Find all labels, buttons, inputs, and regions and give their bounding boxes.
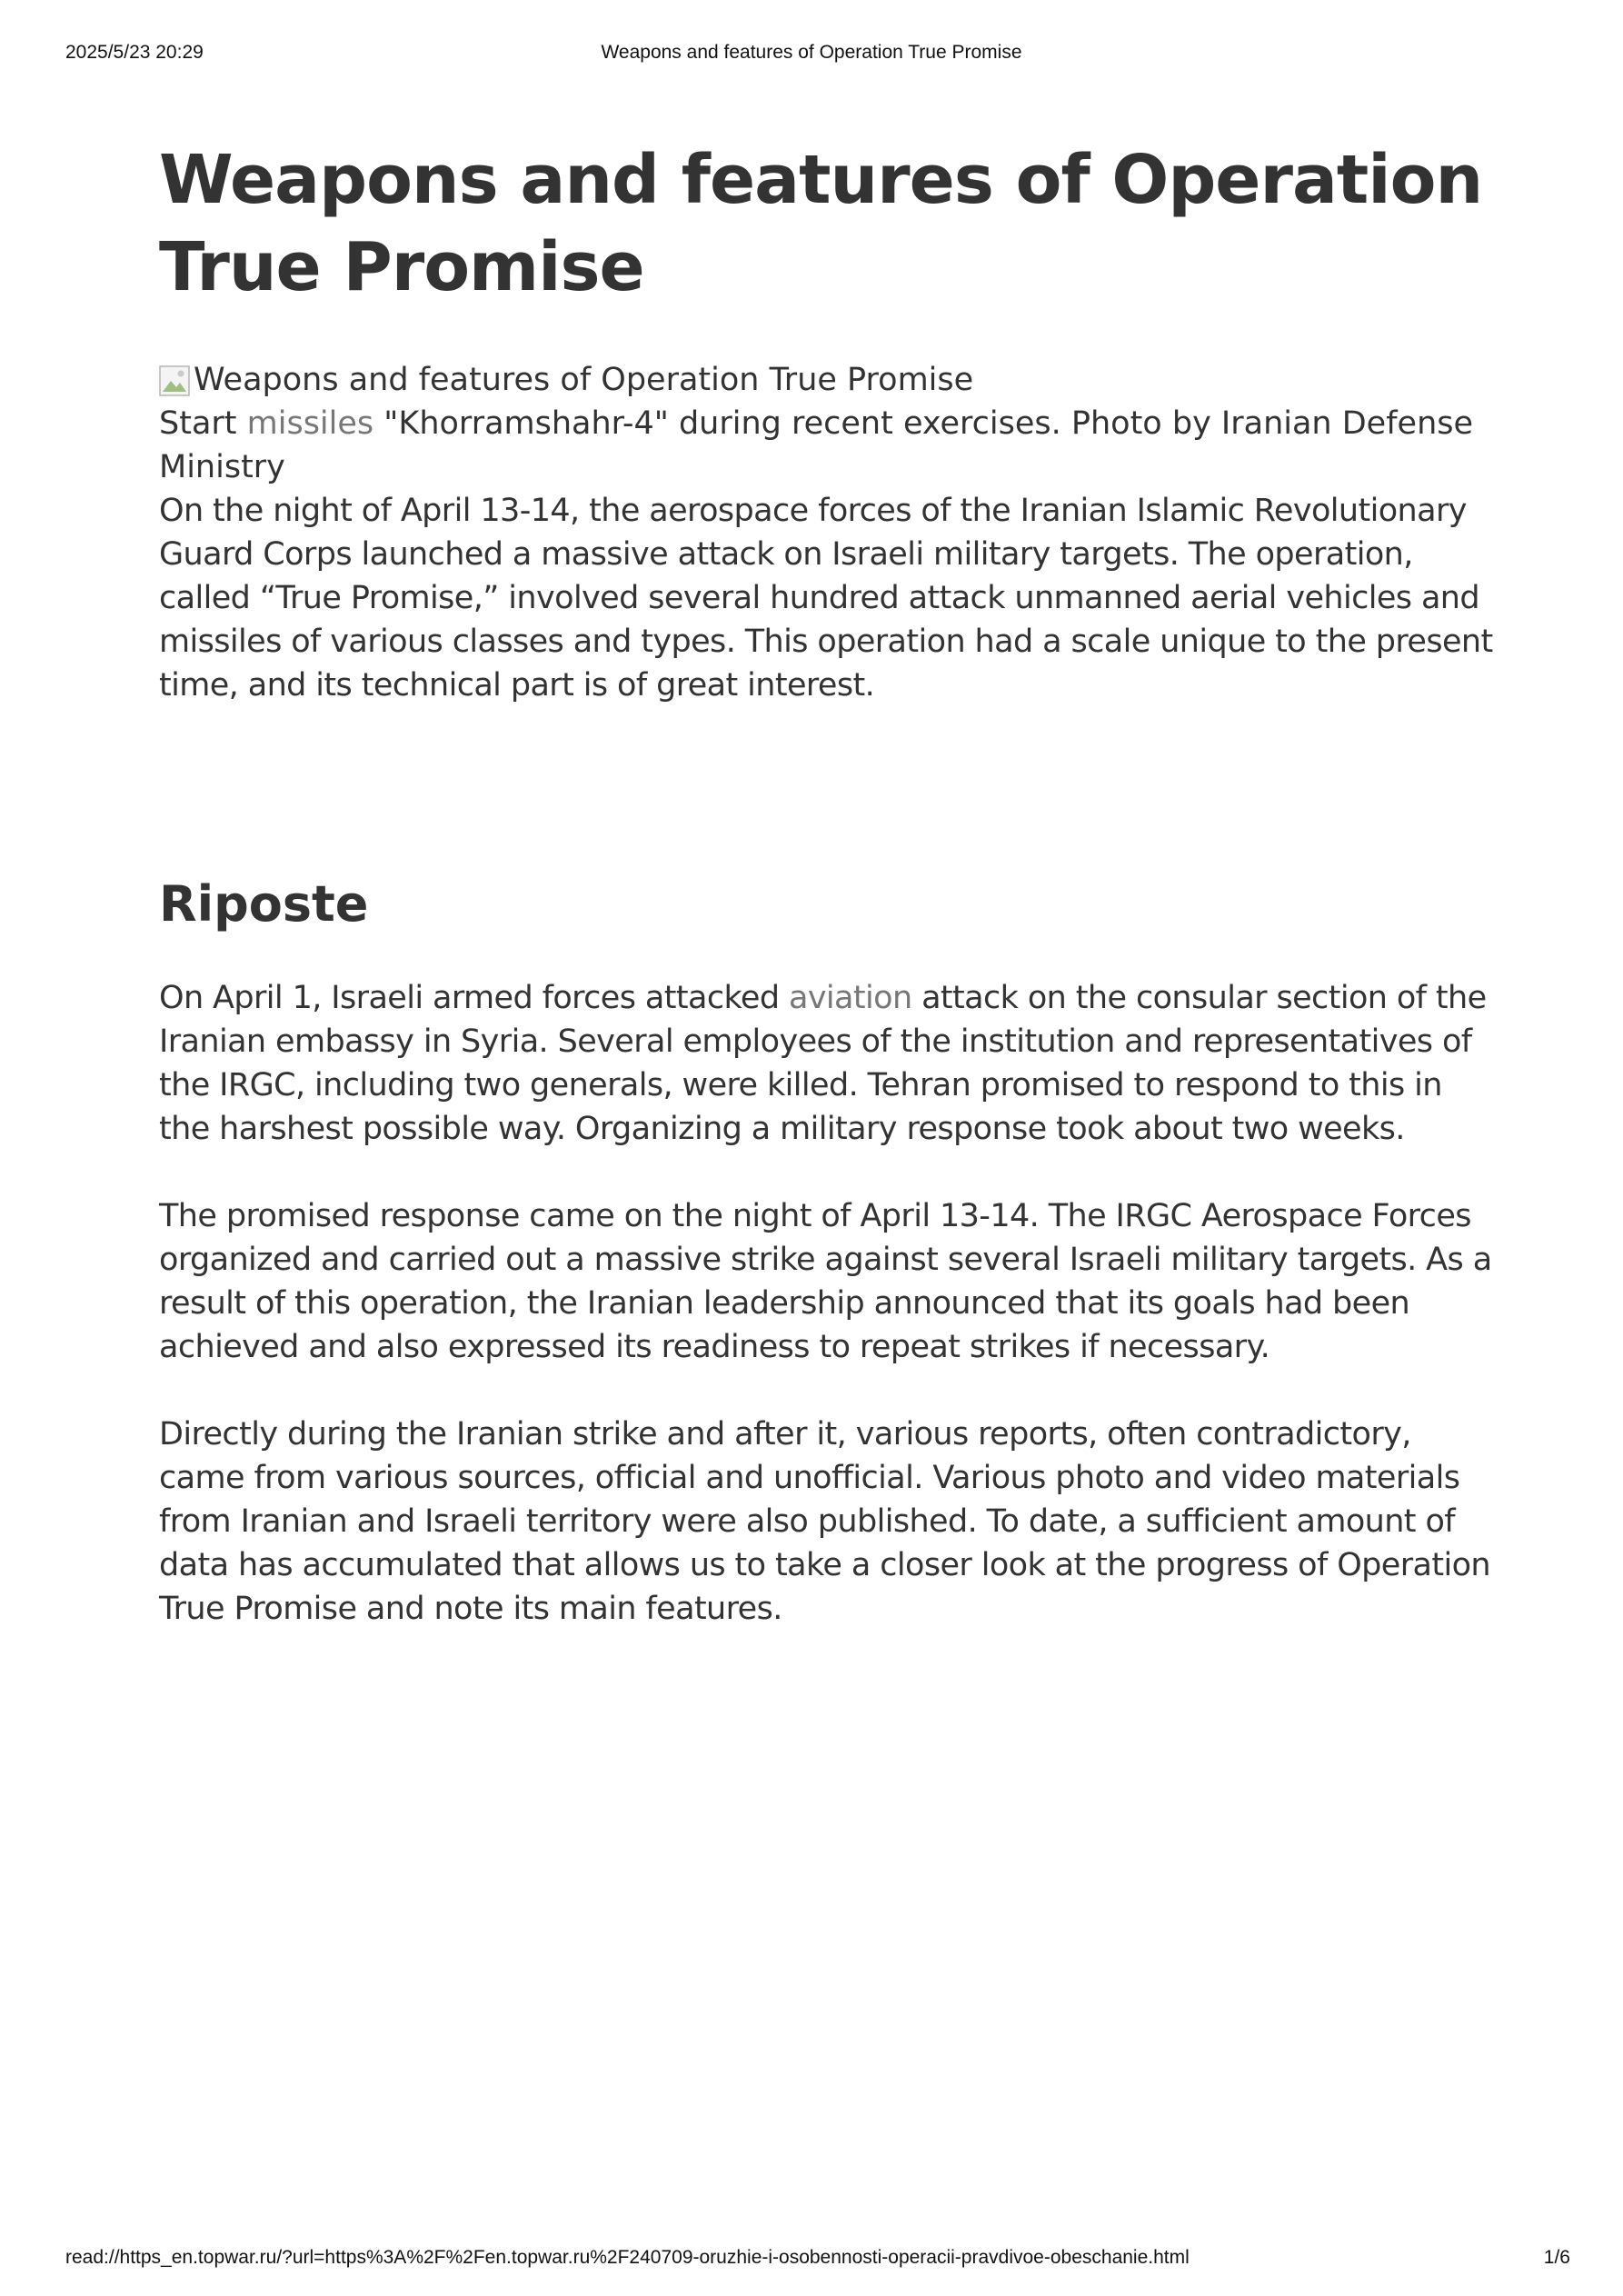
- print-header: [0, 42, 1623, 69]
- broken-image: [159, 358, 1495, 402]
- article-figure: [159, 358, 1495, 489]
- paragraph-1-suffix: attack on the consular section of the Iranian embassy in Syria. Several employees of the institution and representatives of the IRGC, including two generals, were killed. Tehran promised to respond to this in the harshest possible way. Organizing a military response took about two weeks.: [159, 980, 1487, 1147]
- section-heading: Riposte: [159, 875, 369, 933]
- aviation-link[interactable]: aviation: [788, 980, 912, 1016]
- section-paragraph-3: Directly during the Iranian strike and after it, various reports, often contradictory, came from various sources, official and unofficial. Various photo and video materials from Iranian and Israeli territory were also published. To date, a sufficient amount of data has accumulated that allows us to take a closer look at the progress of Operation True Promise and note its main features.: [159, 1416, 1490, 1627]
- print-datetime: 2025/5/23 20:29: [65, 42, 204, 63]
- lead-paragraph: On the night of April 13-14, the aerospace forces of the Iranian Islamic Revolutionary Guard Corps launched a massive attack on Israeli military targets. The operation, called “True Promise,” involved several hundred attack unmanned aerial vehicles and missiles of various classes and types. This operation had a scale unique to the present time, and its technical part is of great interest.: [159, 493, 1493, 704]
- missiles-link[interactable]: missiles: [246, 405, 374, 442]
- section-paragraph-2: The promised response came on the night of April 13-14. The IRGC Aerospace Forces organized and carried out a massive strike against several Israeli military targets. As a result of this operation, the Iranian leadership announced that its goals had been achieved and also expressed its readiness to repeat strikes if necessary.: [159, 1198, 1492, 1365]
- article: [159, 136, 1495, 1674]
- print-page-number: 1/6: [1543, 2247, 1570, 2268]
- broken-image-icon: [159, 364, 192, 396]
- image-alt-text: Weapons and features of Operation True Promise: [194, 362, 974, 398]
- print-source-url: read://https_en.topwar.ru/?url=https%3A%2F%2Fen.topwar.ru%2F240709-oruzhie-i-osobennosti-operacii-pravdivoe-obeschanie.html: [65, 2247, 1190, 2268]
- article-title: Weapons and features of Operation True Promise: [159, 141, 1483, 306]
- section-paragraph-1: [159, 976, 1495, 1151]
- print-footer: [0, 2247, 1623, 2274]
- print-page-title: Weapons and features of Operation True Promise: [601, 42, 1022, 63]
- image-caption: [159, 402, 1495, 489]
- caption-prefix: Start: [159, 405, 247, 442]
- paragraph-1-prefix: On April 1, Israeli armed forces attacked: [159, 980, 789, 1016]
- caption-suffix: "Khorramshahr-4" during recent exercises. Photo by Iranian Defense Ministry: [159, 405, 1474, 485]
